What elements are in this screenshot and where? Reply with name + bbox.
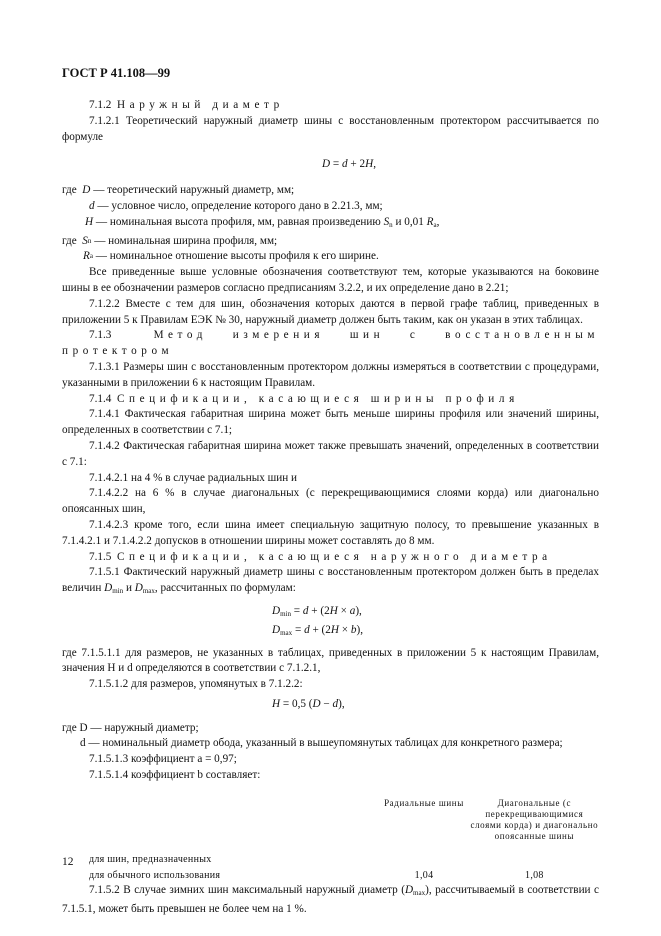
para-7-1-4-2-1: 7.1.4.2.1 на 4 % в случае радиальных шин и bbox=[89, 471, 298, 484]
definitions-list bbox=[62, 183, 599, 265]
def-H: H — номинальная высота профиля, мм, равная произведению $S_n$ и 0,01 $R_a$, bbox=[85, 215, 440, 229]
para-7-1-5-2: 7.1.5.2 В случае зимних шин максимальный наружный диаметр $(D_{max})$, рассчитываемый в соответствии с 7.1.5.1, может быть превышен не более чем на 1 %. bbox=[62, 884, 600, 916]
coef-table-header bbox=[62, 798, 599, 842]
def-outer-diameter: где D — наружный диаметр; bbox=[62, 721, 199, 734]
para-7-1-2-2: 7.1.2.2 Вместе с тем для шин, обозначения которых даются в первой графе таблиц, приведенных в приложении 5 к Правилам ЕЭК № 30, наружный диаметр должен быть таким, как он указан в этих таблицах. bbox=[62, 297, 599, 326]
para-7-1-3-1: 7.1.3.1 Размеры шин с восстановленным протектором должны измеряться в соответствии с процедурами, указанными в приложении 6 к настоящим Правилам. bbox=[62, 360, 599, 389]
def-rim-diameter: d — номинальный диаметр обода, указанный в вышеупомянутых таблицах для конкретного размера; bbox=[80, 737, 563, 750]
coef-table-row bbox=[62, 868, 599, 884]
formula-dmax: $D_{max} = d + (2H \times b)$, bbox=[272, 623, 364, 637]
heading-7-1-4: 7.1.4 Спецификации, касающиеся ширины профиля bbox=[89, 392, 519, 405]
radial-value: 1,04 bbox=[414, 869, 434, 881]
formula-h: H = 0,5 (D − d), bbox=[272, 697, 345, 710]
para-7-1-5-1-1: где 7.1.5.1.1 для размеров, не указанных в таблицах, приведенных в приложении 5 к настоящим Правилам, значения H и d определяются в соответствии с 7.1.2.1, bbox=[62, 646, 599, 675]
para-7-1-4-2-2: 7.1.4.2.2 на 6 % в случае диагональных (с перекрещивающимися слоями корда) или диагонально опоясанных шин, bbox=[62, 487, 599, 516]
heading-7-1-3: 7.1.3 Метод измерения шин с восстановленным протектором bbox=[62, 329, 600, 358]
page-content bbox=[62, 98, 599, 918]
para-7-1-2-1: 7.1.2.1 Теоретический наружный диаметр шины с восстановленным протектором рассчитывается по формуле bbox=[62, 114, 599, 143]
para-coef-a: 7.1.5.1.3 коэффициент a = 0,97; bbox=[89, 753, 237, 766]
heading-7-1-2: 7.1.2 Наружный диаметр bbox=[89, 99, 284, 111]
formula-d: D = d + 2H, bbox=[322, 158, 376, 171]
para-definitions-note: Все приведенные выше условные обозначения соответствуют тем, которые указываются на боковине шины в ее обозначении размеров согласно предписаниям 3.2.2, и их определение дано в 2.21; bbox=[62, 266, 599, 294]
def-D: где D — теоретический наружный диаметр, мм; bbox=[62, 184, 295, 197]
para-7-1-4-1: 7.1.4.1 Фактическая габаритная ширина может быть меньше ширины профиля или значений ширины, определенных в соответствии с 7.1; bbox=[62, 408, 599, 437]
coef-row-label-1: для шин, предназначенных bbox=[89, 853, 212, 865]
document-header: ГОСТ Р 41.108—99 bbox=[62, 66, 171, 80]
diagonal-value: 1,08 bbox=[525, 869, 544, 881]
para-7-1-4-2-3: 7.1.4.2.3 кроме того, если шина имеет специальную защитную полосу, то превышение указанных в 7.1.4.2.1 и 7.1.4.2.2 допусков в отношении ширины может составлять до 8 мм. bbox=[62, 518, 599, 547]
para-7-1-5-1-2: 7.1.5.1.2 для размеров, упомянутых в 7.1.2.2: bbox=[89, 678, 303, 691]
formula-dmin: $D_{min} = d + (2H \times a)$, bbox=[272, 604, 362, 618]
heading-7-1-5: 7.1.5 Спецификации, касающиеся наружного диаметра bbox=[89, 550, 552, 563]
def-Ra: R a — номинальное отношение высоты профиля к его ширине. bbox=[83, 250, 379, 263]
page-number: 12 bbox=[62, 856, 74, 868]
para-coef-b: 7.1.5.1.4 коэффициент b составляет: bbox=[89, 769, 261, 782]
col-diagonal: Диагональные (с перекрещивающимися слоями корда) и диагонально опоясанные шины bbox=[470, 797, 599, 841]
def-Sn: где S n — номинальная ширина профиля, мм; bbox=[62, 234, 278, 247]
para-7-1-5-1: 7.1.5.1 Фактический наружный диаметр шины с восстановленным протектором должен быть в пределах величин $D_{min}$ и $D_{max}$, рассчитанных по формулам: bbox=[62, 566, 599, 596]
coef-row-label-2: для обычного использования bbox=[89, 869, 221, 881]
def-d: d — условное число, определение которого дано в 2.21.3, мм; bbox=[89, 199, 383, 212]
para-7-1-4-2: 7.1.4.2 Фактическая габаритная ширина может также превышать значений, определенных в соответствии с 7.1: bbox=[62, 439, 599, 468]
col-radial: Радиальные шины bbox=[384, 797, 464, 808]
